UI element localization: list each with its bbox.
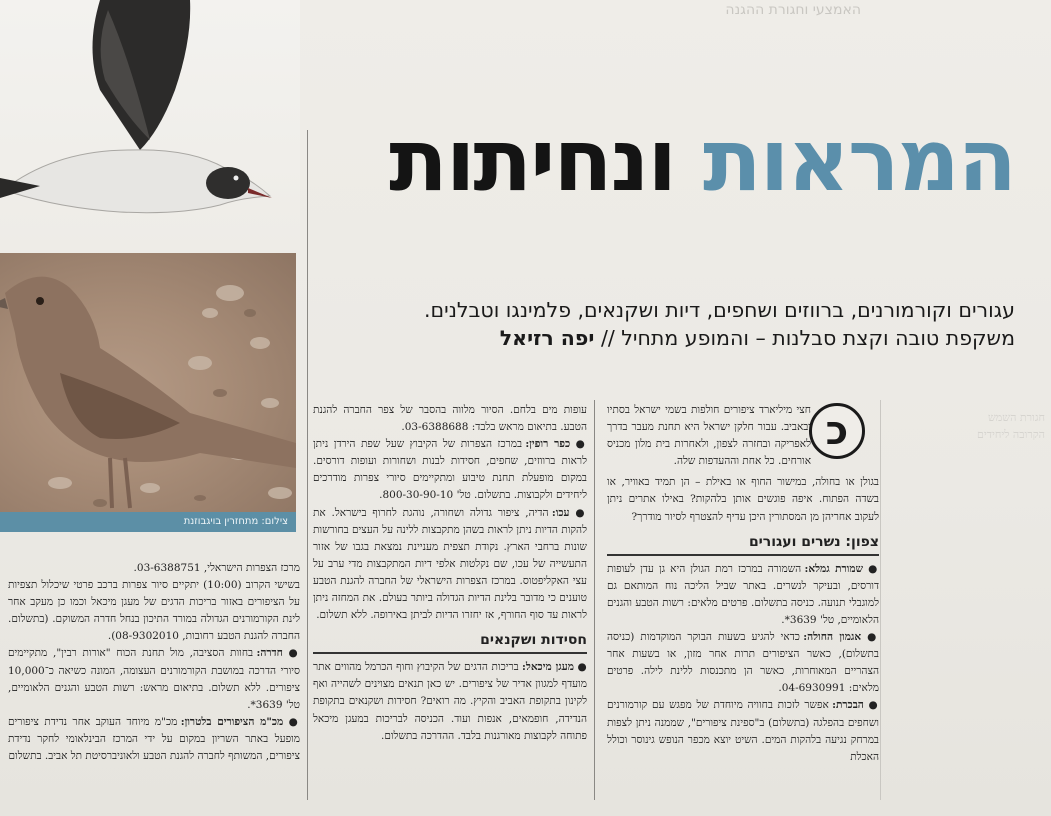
headline-dark-word: ונחיתות (389, 111, 676, 211)
author-byline: יפה רזיאל (499, 326, 595, 350)
item-text: במרכז הצפרות של הקיבוץ שעל שפת הירדן ניתן לראות ברווזים, שחפים, חסידות לבנות ושחורות ועופות דורסים. במקום מופעלת תחנת טיבוע ומתקיימים סיורי צפרות מודרכים ליחידים ולקבוצות. בתשלום. טל' 800-30-90-10. (313, 438, 587, 502)
list-item: ● חדרה: בחוות הסציבה, מול תחנת הכוח "אורות רבין", מתקיימים סיורי הדרכה במושבת הקורמורנים העצומה, המונה כשיאה כ־10,000 ציפורים. ללא תשלום. בתיאום מראש: רשות הטבע והגנים הלאומיים, טל' 3639*. (8, 647, 301, 711)
column-middle (313, 402, 587, 745)
item-title: מכ"מ הציפורים בלטרון: (180, 715, 284, 728)
list-item: ● מעגן מיכאל: בריכות הדגים של הקיבוץ וחוף הכרמל מהווים אתר מועדף למגוון אדיר של ציפורים. יש כאן תנאים מצוינים לשהייה ואף לקינון בתקופת האביב והקיץ. מה רואים? חסידות ושקנאים בתקופת הנדידה, חופמאים, אנפות ועוד. הכניסה לבריכות במעגן מיכאל פתוחה לקבוצות מאורגנות בלבד. ההדרכה בתשלום. (313, 661, 587, 742)
item-text: בחוות הסציבה, מול תחנת הכוח "אורות רבין", מתקיימים סיורי הדרכה במושבת הקורמורנים העצומה, המונה כשיאה כ־10,000 ציפורים. ללא תשלום. בתיאום מראש: רשות הטבע והגנים הלאומיים, טל' 3639*. (8, 647, 300, 711)
column-right (607, 402, 879, 766)
desert-bird-photo (0, 253, 296, 532)
headline (389, 111, 1015, 211)
list-item: ● עכו: הדיה, ציפור גדולה ושחורה, נוהגת לחרוף בישראל. את להקות הדיות ניתן לראות בשהן מתקבצות ללינה על העצים בחורשות שונות ברחבי הארץ. נקודת תצפית מעניינת נמצאת בגבו של אזור התעשייה של עכו, שם נקלטות אלפי דיות המתקבצות מדי ערב על עצי האקליפטוס. במרכז הצפרות הישראלי של החברה להגנת הטבע טוענים כי מדובר בלינת הדיות הגדולה ביותר בעולם. את המחזה ניתן לראות עד סוף החורף, אז יחזרו הדיות לביתן באירופה. ללא תשלום. (313, 506, 588, 622)
subheadline-tagline: משקפת טובה וקצת סבלנות – והמופע מתחיל // (600, 326, 1015, 350)
item-title: עכו: (551, 506, 570, 519)
list-item: ● אגמון החולה: כדאי להגיע בשעות הבוקר המוקדמות (כניסה בתשלום), כאשר הציפורים תרות אחר מזון, או בשעות אחר הצהריים המאוחרות, כאשר הן מתכנסות ללינת לילה. פרטים מלאים: 04-6930991. (607, 631, 880, 695)
item-text: בריכות הדגים של הקיבוץ וחוף הכרמל מהווים אתר מועדף למגוון אדיר של ציפורים. יש כאן תנאים מצוינים לשהייה ואף לקינון בתקופת האביב והקיץ. מה רואים? חסידות ושקנאים בתקופת הנדידה, חופמאים, אנפות ועוד. הכניסה לבריכות במעגן מיכאל פתוחה לקבוצות מאורגנות בלבד. ההדרכה בתשלום. (313, 661, 587, 742)
column-rule-left (307, 130, 308, 800)
section-heading-north: צפון: נשרים ועגורים (607, 532, 879, 556)
item-title: הבכרת: (832, 699, 864, 712)
item-title: מעגן מיכאל: (522, 661, 574, 674)
item-text: כדאי להגיע בשעות הבוקר המוקדמות (כניסה בתשלום), כאשר הציפורים תרות אחר מזון, או בשעות אחר הצהריים המאוחרות, כאשר הן מתכנסות ללינת לילה. פרטים מלאים: 04-6930991. (607, 631, 879, 695)
column-rule-middle (594, 400, 595, 800)
photo-credit: צילום: מתחזרין בויגבוזנת (0, 512, 296, 532)
list-item: ● הבכרת: אפשר לזכות בחוויה מיוחדת של מפגש עם קורמורנים ושחפים בהפלגה (בתשלום) ב"ספינת ציפורים", שממנה ניתן לצפות במרחק נגיעה בלהקות המים. השיט יוצא מכפר הנופש גינוסר וכולל האכלת (607, 699, 880, 763)
item-text: מכ"מ מיוחד העוקב אחר נדידת ציפורים מופעל באתר השריון במקום על ידי המרכז הבינלאומי לחקר נדידת ציפורים, המשותף לחברה להגנת הטבע ולאוניברסיטת תל אביב. בתשלום (8, 715, 300, 763)
section-heading-storks: חסידות ושקנאים (313, 630, 587, 654)
body-paragraph: בגולן או בחולה, במישור החוף או באילת – הן תמיד באוויר, או בשדה הפתוח. איפה פוגשים אותן בלהקות? באילו אתרים ניתן לעקוב אחריהן מן המסתורין היכן עדיף להצטרף לסיור מודרך? (607, 476, 879, 523)
subheadline-line2 (315, 324, 1015, 352)
drop-cap-letter: כ (809, 403, 865, 459)
body-paragraph: מרכז הצפרות הישראלי, 03-6388751. (133, 562, 300, 574)
gull-photo (0, 0, 300, 250)
item-text: השמורה במרכז רמת הגולן היא גן עדן לעופות דורסים, ובעיקר לנשרים. באתר שביל הליכה נוח המותאם גם למוגבלי תנועה. כניסה בתשלום. פרטים מלאים: רשות הטבע והגנים הלאומיים, טל' 3639*. (607, 562, 879, 626)
desert-bird-illustration (0, 253, 296, 532)
column-rule-right (880, 400, 881, 800)
body-paragraph: בשישי הקרוב (10:00) יתקיים סיור צפרות ברכב פרטי שיכלול תצפיות על הציפורים באזור בריכות הדגים של מעגן מיכאל וכמו כן מעקב אחר לינת הקורמורנים הגדולה במורד התיכון בנחל חדרה המשוקם. (בתשלום. החברה להגנת הטבע רחובות, 08-9302010). (8, 579, 300, 643)
list-item: ● שמורת גמלא: השמורה במרכז רמת הגולן היא גן עדן לעופות דורסים, ובעיקר לנשרים. באתר שביל הליכה נוח המותאם גם למוגבלי תנועה. כניסה בתשלום. פרטים מלאים: רשות הטבע והגנים הלאומיים, טל' 3639*. (607, 562, 879, 626)
gull-illustration (0, 0, 300, 250)
item-title: אגמון החולה: (803, 631, 862, 644)
bleed-through-margin-text: חגורת השמש הקרובה ליחידים (976, 411, 1045, 441)
headline-colored-word: המראות (703, 111, 1015, 211)
subheadline-line1: עגורים וקורמורנים, ברווזים ושחפים, דיות ושקנאים, פלמינגו וטבלנים. (423, 298, 1015, 322)
subheadline (315, 296, 1015, 352)
column-left (8, 560, 300, 765)
item-title: חדרה: (256, 647, 283, 660)
list-item: ● כפר רופין: במרכז הצפרות של הקיבוץ שעל שפת הירדן ניתן לראות ברווזים, שחפים, חסידות לבנות ושחורות ועופות דורסים. במקום מופעלת תחנת טיבוע ומתקיימים סיורי צפרות מודרכים ליחידים ולקבוצות. בתשלום. טל' 800-30-90-10. (313, 438, 587, 502)
body-paragraph: עופות מים בלחם. הסיור מלווה בהסבר של צפר החברה להגנת הטבע. בתיאום מראש בלבד: 03-6388688. (313, 404, 587, 434)
item-title: כפר רופין: (525, 438, 571, 451)
list-item: ● מכ"מ הציפורים בלטרון: מכ"מ מיוחד העוקב אחר נדידת ציפורים מופעל באתר השריון במקום על ידי המרכז הבינלאומי לחקר נדידת ציפורים, המשותף לחברה להגנת הטבע ולאוניברסיטת תל אביב. בתשלום (8, 715, 300, 763)
intro-paragraph: חצי מיליארד ציפורים חולפות בשמי ישראל בסתיו ובאביב. עבור חלקן ישראל היא תחנת מעבר בדרך לאפריקה ובחזרה לצפון, ולאחרות בית מלון מכניס אורחים. כל אחת וההעדפות שלה. (607, 404, 811, 468)
item-title: שמורת גמלא: (804, 562, 864, 575)
item-text: אפשר לזכות בחוויה מיוחדת של מפגש עם קורמורנים ושחפים בהפלגה (בתשלום) ב"ספינת ציפורים", שממנה ניתן לצפות במרחק נגיעה בלהקות המים. השיט יוצא מכפר הנופש גינוסר וכולל האכלת (607, 699, 879, 763)
item-text: הדיה, ציפור גדולה ושחורה, נוהגת לחרוף בישראל. את להקות הדיות ניתן לראות בשהן מתקבצות ללינה על העצים בחורשות שונות ברחבי הארץ. נקודת תצפית מעניינת נמצאת בגבו של אזור התעשייה של עכו, שם נקלטות אלפי דיות המתקבצות מדי ערב על עצי האקליפטוס. במרכז הצפרות הישראלי של החברה להגנת הטבע טוענים כי מדובר בלינת הדיות הגדולה ביותר בעולם. את המחזה ניתן לראות עד סוף החורף, אז יחזרו הדיות לביתן באירופה. ללא תשלום. (313, 506, 587, 622)
bleed-through-text: האמצעי וחגורת ההגנה (725, 2, 861, 18)
